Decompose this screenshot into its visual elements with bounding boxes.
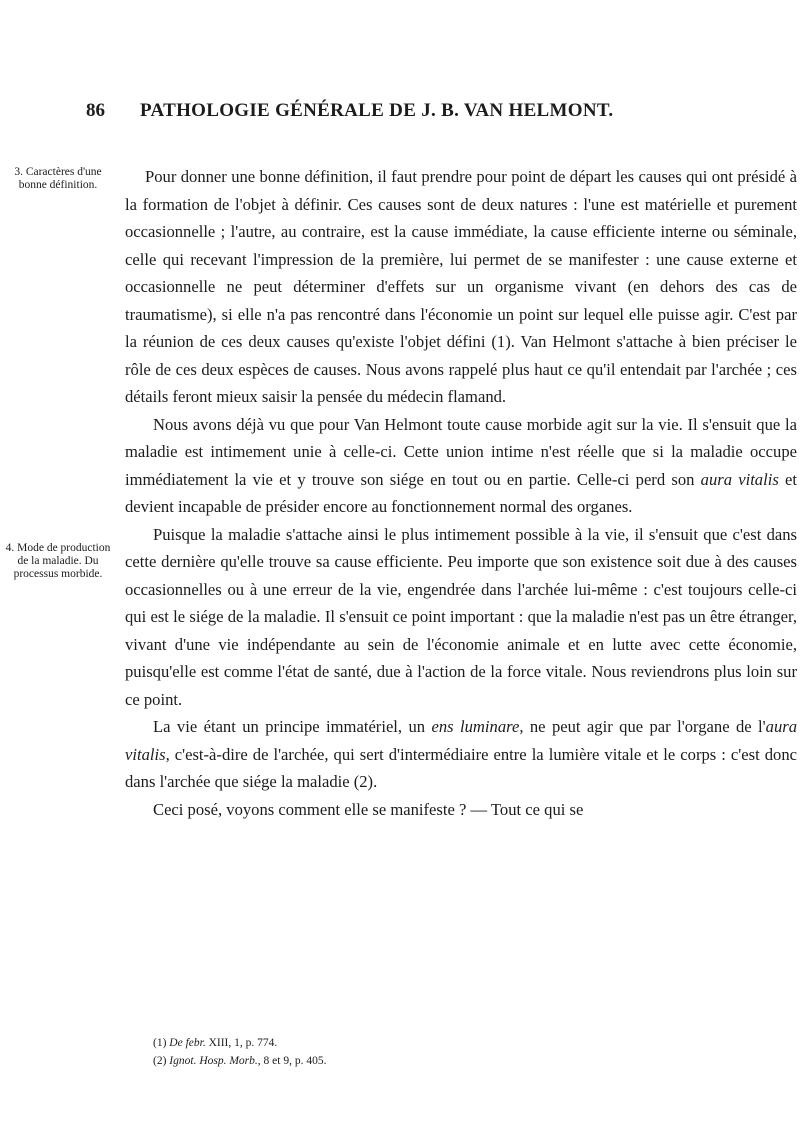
footnote-mark: (2) <box>153 1055 167 1067</box>
italic-term: ens luminare, <box>431 717 524 736</box>
paragraph-text: ne peut agir que par l'organe de l' <box>523 717 766 736</box>
running-title: PATHOLOGIE GÉNÉRALE DE J. B. VAN HELMONT. <box>140 100 614 121</box>
footnotes <box>153 1034 793 1070</box>
margin-note-production: 4. Mode de production de la maladie. Du processus morbide. <box>5 542 111 580</box>
footnote-mark: (1) <box>153 1037 167 1049</box>
footnote-source: De febr. <box>169 1037 206 1049</box>
page-number: 86 <box>86 100 105 121</box>
italic-term: aura vitalis <box>125 717 798 764</box>
paragraph-text: La vie étant un principe immatériel, un <box>153 717 432 736</box>
footnote-text: , 8 et 9, p. 405. <box>257 1055 327 1067</box>
margin-note-definition: 3. Caractères d'une bonne définition. <box>14 166 102 191</box>
body-text <box>125 163 797 823</box>
paragraph <box>125 713 797 796</box>
paragraph <box>125 411 797 521</box>
italic-term: aura vitalis <box>700 469 779 489</box>
paragraph: Puisque la maladie s'attache ainsi le plus intimement possible à la vie, il s'ensuit que c'est dans cette dernière qu'elle trouve sa cause efficiente. Peu importe que son existence soit due à des causes occasionnelles ou à une erreur de la vie, engendrée dans l'archée lui-même : c'est toujours celle-ci qui est le siége de la maladie. Il s'ensuit ce point important : que la maladie n'est pas un être étranger, vivant d'une vie indépendante au sein de l'économie animale et en lutte avec cette économie, puisqu'elle est comme l'état de santé, due à l'action de la force vitale. Nous reviendrons plus loin sur ce point. <box>125 524 797 709</box>
paragraph: Ceci posé, voyons comment elle se manifeste ? — Tout ce qui se <box>153 799 584 819</box>
paragraph-text: Nous avons déjà vu que pour Van Helmont toute cause morbide agit sur la vie. Il s'ensuit que la maladie est intimement unie à celle-ci. Cette union intime n'est réelle que si la maladie occupe immédiatement la vie et y trouve son siége en tout ou en partie. Celle-ci perd son <box>125 414 797 489</box>
footnote <box>153 1034 793 1052</box>
footnote <box>153 1052 793 1070</box>
paragraph-text: , c'est-à-dire de l'archée, qui sert d'intermédiaire entre la lumière vitale et le corps : c'est donc dans l'archée que siége la maladie (2). <box>125 744 797 791</box>
footnote-text: XIII, 1, p. 774. <box>205 1037 278 1049</box>
footnote-source: Ignot. Hosp. Morb. <box>169 1055 258 1067</box>
paragraph-text: et devient incapable de présider encore au fonctionnement normal des organes. <box>125 469 797 516</box>
paragraph: Pour donner une bonne définition, il faut prendre pour point de départ les causes qui ont présidé à la formation de l'objet à définir. Ces causes sont de deux natures : l'une est matérielle et purement occasionnelle ; l'autre, au contraire, est la cause immédiate, la cause efficiente interne ou séminale, celle qui recevant l'impression de la première, lui permet de se manifester : une cause externe et occasionnelle ne peut déterminer d'effets sur un organisme vivant (en dehors des cas de traumatisme), si elle n'a pas rencontré dans l'économie un point sur lequel elle puisse agir. C'est par la réunion de ces deux causes qu'existe l'objet défini (1). Van Helmont s'attache à bien préciser le rôle de ces deux espèces de causes. Nous avons rappelé plus haut ce qu'il entendait par l'archée ; ces détails feront mieux saisir la pensée du médecin flamand. <box>125 167 797 406</box>
